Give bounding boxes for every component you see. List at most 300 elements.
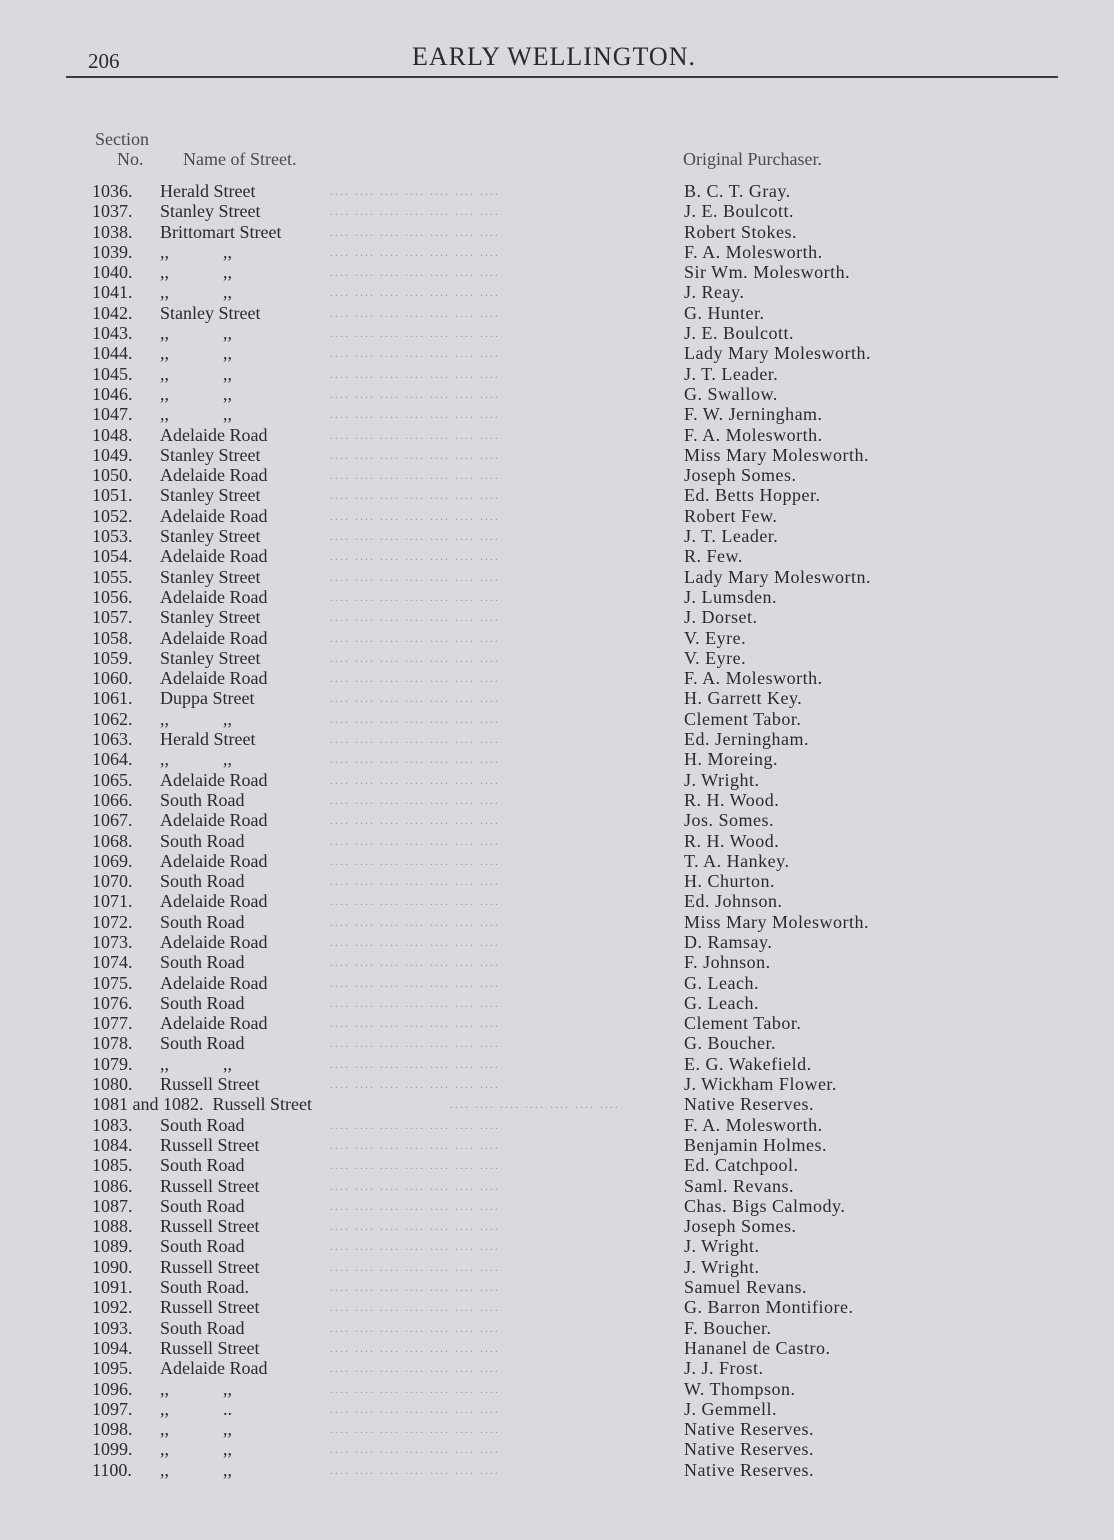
original-purchaser: J. Dorset. (684, 607, 758, 628)
section-number: 1093. (92, 1317, 133, 1338)
dot-leader: .... .... .... .... .... .... .... (330, 569, 500, 584)
table-row (0, 404, 1114, 424)
street-name: Adelaide Road (160, 627, 268, 648)
original-purchaser: H. Churton. (684, 871, 775, 892)
original-purchaser: Ed. Catchpool. (684, 1155, 799, 1176)
dot-leader: .... .... .... .... .... .... .... (330, 711, 500, 726)
dot-leader: .... .... .... .... .... .... .... (330, 529, 500, 544)
original-purchaser: F. A. Molesworth. (684, 241, 823, 262)
dot-leader: .... .... .... .... .... .... .... (330, 1016, 500, 1031)
street-name: ,, .. (160, 1398, 232, 1419)
table-row (0, 1176, 1114, 1196)
table-row (0, 1318, 1114, 1338)
original-purchaser: Robert Few. (684, 505, 778, 526)
street-name: Adelaide Road (160, 891, 268, 912)
table-row (0, 1115, 1114, 1135)
dot-leader: .... .... .... .... .... .... .... (330, 1137, 500, 1152)
table-row (0, 729, 1114, 749)
street-name: South Road (160, 1317, 245, 1338)
street-name: ,, ,, (160, 1459, 232, 1480)
section-number: 1067. (92, 810, 133, 831)
street-name: Adelaide Road (160, 1358, 268, 1379)
dot-leader: .... .... .... .... .... .... .... (330, 792, 500, 807)
table-row (0, 1013, 1114, 1033)
section-number: 1071. (92, 891, 133, 912)
street-name: Adelaide Road (160, 505, 268, 526)
section-number: 1068. (92, 830, 133, 851)
section-number: 1099. (92, 1439, 133, 1460)
dot-leader: .... .... .... .... .... .... .... (330, 813, 500, 828)
dot-leader: .... .... .... .... .... .... .... (330, 1300, 500, 1315)
street-name: South Road (160, 871, 245, 892)
table-row (0, 1155, 1114, 1175)
street-name: Russell Street (160, 1216, 260, 1237)
table-row (0, 465, 1114, 485)
table-row (0, 912, 1114, 932)
street-name: ,, ,, (160, 749, 232, 770)
table-row (0, 1074, 1114, 1094)
street-name: Adelaide Road (160, 931, 268, 952)
dot-leader: .... .... .... .... .... .... .... (330, 995, 500, 1010)
original-purchaser: R. H. Wood. (684, 789, 780, 810)
section-number: 1075. (92, 972, 133, 993)
street-name: ,, ,, (160, 1419, 232, 1440)
street-name: Herald Street (160, 181, 256, 201)
table-row (0, 303, 1114, 323)
section-number: 1080. (92, 1074, 133, 1095)
dot-leader: .... .... .... .... .... .... .... (330, 934, 500, 949)
dot-leader: .... .... .... .... .... .... .... (330, 1158, 500, 1173)
dot-leader: .... .... .... .... .... .... .... (330, 1117, 500, 1132)
table-row (0, 952, 1114, 972)
dot-leader: .... .... .... .... .... .... .... (330, 1036, 500, 1051)
street-name: ,, ,, (160, 1439, 232, 1460)
table-row (0, 587, 1114, 607)
street-name: Stanley Street (160, 444, 261, 465)
section-number: 1061. (92, 688, 133, 709)
street-name: ,, ,, (160, 1378, 232, 1399)
original-purchaser: J. Gemmell. (684, 1398, 777, 1419)
original-purchaser: G. Swallow. (684, 383, 778, 404)
original-purchaser: E. G. Wakefield. (684, 1053, 812, 1074)
dot-leader: .... .... .... .... .... .... .... (330, 1056, 500, 1071)
table-row (0, 364, 1114, 384)
table-row (0, 790, 1114, 810)
section-number: 1065. (92, 769, 133, 790)
dot-leader: .... .... .... .... .... .... .... (330, 1239, 500, 1254)
dot-leader: .... .... .... .... .... .... .... (330, 671, 500, 686)
section-number: 1066. (92, 789, 133, 810)
table-row (0, 201, 1114, 221)
original-purchaser: Jos. Somes. (684, 810, 775, 831)
section-number: 1042. (92, 302, 133, 323)
section-number: 1057. (92, 607, 133, 628)
street-name: Adelaide Road (160, 972, 268, 993)
street-name: Adelaide Road (160, 1013, 268, 1034)
original-purchaser: F. W. Jerningham. (684, 404, 823, 425)
table-row (0, 506, 1114, 526)
dot-leader: .... .... .... .... .... .... .... (330, 894, 500, 909)
street-name: Stanley Street (160, 201, 261, 222)
dot-leader: .... .... .... .... .... .... .... (330, 508, 500, 523)
dot-leader: .... .... .... .... .... .... .... (330, 650, 500, 665)
section-number: 1087. (92, 1195, 133, 1216)
section-number: 1050. (92, 465, 133, 486)
table-row (0, 932, 1114, 952)
street-name: South Road (160, 830, 245, 851)
section-number: 1041. (92, 282, 133, 303)
dot-leader: .... .... .... .... .... .... .... (330, 1401, 500, 1416)
section-number: 1089. (92, 1236, 133, 1257)
section-number: 1096. (92, 1378, 133, 1399)
section-number: 1038. (92, 221, 133, 242)
original-purchaser: Miss Mary Molesworth. (684, 911, 869, 932)
original-purchaser: J. Wright. (684, 1256, 760, 1277)
column-header-no: No. (117, 149, 144, 169)
dot-leader: .... .... .... .... .... .... .... (330, 752, 500, 767)
street-name: South Road (160, 911, 245, 932)
section-number: 1084. (92, 1134, 133, 1155)
table-row (0, 485, 1114, 505)
original-purchaser: Lady Mary Moleswortn. (684, 566, 871, 587)
street-name: ,, ,, (160, 363, 232, 384)
original-purchaser: Ed. Betts Hopper. (684, 485, 821, 506)
table-row (0, 993, 1114, 1013)
dot-leader: .... .... .... .... .... .... .... (330, 874, 500, 889)
table-row (0, 1257, 1114, 1277)
table-row (0, 262, 1114, 282)
original-purchaser: Hananel de Castro. (684, 1337, 831, 1358)
table-row (0, 851, 1114, 871)
section-number: 1040. (92, 262, 133, 283)
original-purchaser: Robert Stokes. (684, 221, 797, 242)
street-name: Russell Street (160, 1074, 260, 1095)
original-purchaser: F. Boucher. (684, 1317, 772, 1338)
original-purchaser: D. Ramsay. (684, 931, 773, 952)
table-row (0, 282, 1114, 302)
table-row (0, 668, 1114, 688)
street-name: South Road (160, 1033, 245, 1054)
dot-leader: .... .... .... .... .... .... .... (330, 630, 500, 645)
original-purchaser: V. Eyre. (684, 647, 747, 668)
section-number: 1094. (92, 1337, 133, 1358)
section-number: 1048. (92, 424, 133, 445)
table-row (0, 526, 1114, 546)
original-purchaser: J. E. Boulcott. (684, 323, 794, 344)
dot-leader: .... .... .... .... .... .... .... (330, 1381, 500, 1396)
section-number: 1047. (92, 404, 133, 425)
dot-leader: .... .... .... .... .... .... .... (330, 488, 500, 503)
street-name: ,, ,, (160, 323, 232, 344)
dot-leader: .... .... .... .... .... .... .... (330, 732, 500, 747)
original-purchaser: B. C. T. Gray. (684, 181, 791, 201)
street-name: South Road (160, 1195, 245, 1216)
table-row (0, 242, 1114, 262)
dot-leader: .... .... .... .... .... .... .... (330, 1280, 500, 1295)
original-purchaser: Miss Mary Molesworth. (684, 444, 869, 465)
table-row (0, 871, 1114, 891)
dot-leader: .... .... .... .... .... .... .... (330, 447, 500, 462)
original-purchaser: G. Boucher. (684, 1033, 776, 1054)
original-purchaser: F. A. Molesworth. (684, 1114, 823, 1135)
original-purchaser: R. Few. (684, 546, 743, 567)
street-name: South Road (160, 1114, 245, 1135)
street-name: South Road. (160, 1277, 250, 1298)
dot-leader: .... .... .... .... .... .... .... (330, 549, 500, 564)
dot-leader: .... .... .... .... .... .... .... (330, 1320, 500, 1335)
dot-leader: .... .... .... .... .... .... .... (330, 407, 500, 422)
section-number: 1064. (92, 749, 133, 770)
page-header (0, 0, 1114, 80)
section-number: 1052. (92, 505, 133, 526)
original-purchaser: G. Leach. (684, 992, 759, 1013)
original-purchaser: J. T. Leader. (684, 526, 779, 547)
dot-leader: .... .... .... .... .... .... .... (450, 1097, 620, 1112)
section-number: 1046. (92, 383, 133, 404)
dot-leader: .... .... .... .... .... .... .... (330, 772, 500, 787)
dot-leader: .... .... .... .... .... .... .... (330, 853, 500, 868)
dot-leader: .... .... .... .... .... .... .... (330, 975, 500, 990)
section-number: 1058. (92, 627, 133, 648)
dot-leader: .... .... .... .... .... .... .... (330, 285, 500, 300)
street-name: South Road (160, 992, 245, 1013)
street-name: Adelaide Road (160, 424, 268, 445)
street-name: South Road (160, 952, 245, 973)
street-name: Adelaide Road (160, 668, 268, 689)
street-name: Russell Street (160, 1337, 260, 1358)
section-number: 1100. (92, 1459, 132, 1480)
section-number: 1088. (92, 1216, 133, 1237)
page-number: 206 (88, 49, 120, 73)
street-name: Adelaide Road (160, 586, 268, 607)
street-name: Adelaide Road (160, 546, 268, 567)
original-purchaser: F. A. Molesworth. (684, 668, 823, 689)
original-purchaser: J. Reay. (684, 282, 745, 303)
original-purchaser: G. Barron Montifiore. (684, 1297, 854, 1318)
dot-leader: .... .... .... .... .... .... .... (330, 366, 500, 381)
street-name: ,, ,, (160, 262, 232, 283)
section-number: 1051. (92, 485, 133, 506)
original-purchaser: V. Eyre. (684, 627, 747, 648)
street-name: ,, ,, (160, 708, 232, 729)
original-purchaser: Native Reserves. (684, 1419, 814, 1440)
original-purchaser: J. Lumsden. (684, 586, 777, 607)
original-purchaser: J. Wright. (684, 1236, 760, 1257)
table-row (0, 607, 1114, 627)
section-number: 1078. (92, 1033, 133, 1054)
table-row (0, 181, 1114, 201)
section-number: 1069. (92, 850, 133, 871)
table-row (0, 1419, 1114, 1439)
section-number: 1085. (92, 1155, 133, 1176)
original-purchaser: H. Garrett Key. (684, 688, 803, 709)
street-name: 1081 and 1082. Russell Street (92, 1094, 312, 1115)
table-row (0, 628, 1114, 648)
table-row (0, 891, 1114, 911)
street-name: Stanley Street (160, 526, 261, 547)
dot-leader: .... .... .... .... .... .... .... (330, 833, 500, 848)
dot-leader: .... .... .... .... .... .... .... (330, 1442, 500, 1457)
section-number: 1097. (92, 1398, 133, 1419)
section-number: 1092. (92, 1297, 133, 1318)
street-name: Stanley Street (160, 302, 261, 323)
section-number: 1055. (92, 566, 133, 587)
table-row (0, 1460, 1114, 1480)
dot-leader: .... .... .... .... .... .... .... (330, 1077, 500, 1092)
original-purchaser: H. Moreing. (684, 749, 778, 770)
dot-leader: .... .... .... .... .... .... .... (330, 955, 500, 970)
street-name: Adelaide Road (160, 465, 268, 486)
section-number: 1063. (92, 729, 133, 750)
table-row (0, 1236, 1114, 1256)
street-name: Stanley Street (160, 607, 261, 628)
street-name: South Road (160, 789, 245, 810)
table-row (0, 749, 1114, 769)
table-row (0, 1379, 1114, 1399)
street-name: ,, ,, (160, 282, 232, 303)
street-name: ,, ,, (160, 241, 232, 262)
original-purchaser: F. A. Molesworth. (684, 424, 823, 445)
original-purchaser: Chas. Bigs Calmody. (684, 1195, 846, 1216)
section-number: 1056. (92, 586, 133, 607)
original-purchaser: Joseph Somes. (684, 1216, 797, 1237)
street-name: Stanley Street (160, 485, 261, 506)
original-purchaser: J. E. Boulcott. (684, 201, 794, 222)
table-row (0, 648, 1114, 668)
original-purchaser: Clement Tabor. (684, 708, 802, 729)
section-number: 1054. (92, 546, 133, 567)
section-number: 1059. (92, 647, 133, 668)
street-name: Russell Street (160, 1134, 260, 1155)
dot-leader: .... .... .... .... .... .... .... (330, 224, 500, 239)
section-number: 1079. (92, 1053, 133, 1074)
table-row (0, 1196, 1114, 1216)
section-number: 1076. (92, 992, 133, 1013)
section-number: 1044. (92, 343, 133, 364)
original-purchaser: G. Leach. (684, 972, 759, 993)
original-purchaser: F. Johnson. (684, 952, 771, 973)
table-row (0, 425, 1114, 445)
section-number: 1039. (92, 241, 133, 262)
street-name: ,, ,, (160, 404, 232, 425)
street-name: Brittomart Street (160, 221, 282, 242)
section-number: 1091. (92, 1277, 133, 1298)
section-number: 1045. (92, 363, 133, 384)
dot-leader: .... .... .... .... .... .... .... (330, 1422, 500, 1437)
table-row (0, 567, 1114, 587)
table-row (0, 831, 1114, 851)
section-number: 1086. (92, 1175, 133, 1196)
dot-leader: .... .... .... .... .... .... .... (330, 1361, 500, 1376)
section-number: 1083. (92, 1114, 133, 1135)
original-purchaser: Joseph Somes. (684, 465, 797, 486)
original-purchaser: Ed. Johnson. (684, 891, 783, 912)
street-name: Herald Street (160, 729, 256, 750)
street-name: ,, ,, (160, 383, 232, 404)
original-purchaser: Saml. Revans. (684, 1175, 794, 1196)
dot-leader: .... .... .... .... .... .... .... (330, 1340, 500, 1355)
original-purchaser: G. Hunter. (684, 302, 765, 323)
section-number: 1062. (92, 708, 133, 729)
original-purchaser: T. A. Hankey. (684, 850, 790, 871)
original-purchaser: J. T. Leader. (684, 363, 779, 384)
table-row (0, 770, 1114, 790)
section-number: 1090. (92, 1256, 133, 1277)
dot-leader: .... .... .... .... .... .... .... (330, 346, 500, 361)
table-row (0, 384, 1114, 404)
dot-leader: .... .... .... .... .... .... .... (330, 589, 500, 604)
table-row (0, 1054, 1114, 1074)
dot-leader: .... .... .... .... .... .... .... (330, 427, 500, 442)
section-number: 1098. (92, 1419, 133, 1440)
street-name: ,, ,, (160, 1053, 232, 1074)
section-number: 1077. (92, 1013, 133, 1034)
original-purchaser: Lady Mary Molesworth. (684, 343, 871, 364)
section-number: 1072. (92, 911, 133, 932)
column-header-purchaser: Original Purchaser. (683, 149, 822, 169)
table-row (0, 1297, 1114, 1317)
running-title: EARLY WELLINGTON. (412, 42, 696, 71)
table-row (0, 1277, 1114, 1297)
column-header-street: Name of Street. (183, 149, 297, 169)
table-row (0, 343, 1114, 363)
original-purchaser: J. J. Frost. (684, 1358, 764, 1379)
dot-leader: .... .... .... .... .... .... .... (330, 265, 500, 280)
street-name: ,, ,, (160, 343, 232, 364)
dot-leader: .... .... .... .... .... .... .... (330, 914, 500, 929)
table-row (0, 323, 1114, 343)
original-purchaser: Benjamin Holmes. (684, 1134, 827, 1155)
table-row (0, 1338, 1114, 1358)
section-number: 1073. (92, 931, 133, 952)
street-name: Russell Street (160, 1175, 260, 1196)
street-name: Stanley Street (160, 566, 261, 587)
table-row (0, 1135, 1114, 1155)
column-header-section: Section (95, 129, 149, 149)
section-number: 1095. (92, 1358, 133, 1379)
table-row (0, 1033, 1114, 1053)
table-row (0, 973, 1114, 993)
section-number: 1060. (92, 668, 133, 689)
table-row (0, 222, 1114, 242)
dot-leader: .... .... .... .... .... .... .... (330, 1219, 500, 1234)
original-purchaser: Ed. Jerningham. (684, 729, 809, 750)
section-number: 1049. (92, 444, 133, 465)
original-purchaser: J. Wright. (684, 769, 760, 790)
table-row (0, 688, 1114, 708)
dot-leader: .... .... .... .... .... .... .... (330, 244, 500, 259)
header-rule (66, 76, 1058, 78)
section-number: 1053. (92, 526, 133, 547)
dot-leader: .... .... .... .... .... .... .... (330, 468, 500, 483)
dot-leader: .... .... .... .... .... .... .... (330, 305, 500, 320)
street-name: Russell Street (160, 1297, 260, 1318)
dot-leader: .... .... .... .... .... .... .... (330, 326, 500, 341)
table-row (0, 1358, 1114, 1378)
street-name: Adelaide Road (160, 810, 268, 831)
section-number: 1074. (92, 952, 133, 973)
section-number: 1036. (92, 181, 133, 201)
original-purchaser: Samuel Revans. (684, 1277, 807, 1298)
section-number: 1043. (92, 323, 133, 344)
dot-leader: .... .... .... .... .... .... .... (330, 1198, 500, 1213)
section-number: 1037. (92, 201, 133, 222)
street-name: Adelaide Road (160, 850, 268, 871)
original-purchaser: Native Reserves. (684, 1094, 814, 1115)
original-purchaser: Sir Wm. Molesworth. (684, 262, 851, 283)
original-purchaser: Native Reserves. (684, 1439, 814, 1460)
original-purchaser: Clement Tabor. (684, 1013, 802, 1034)
